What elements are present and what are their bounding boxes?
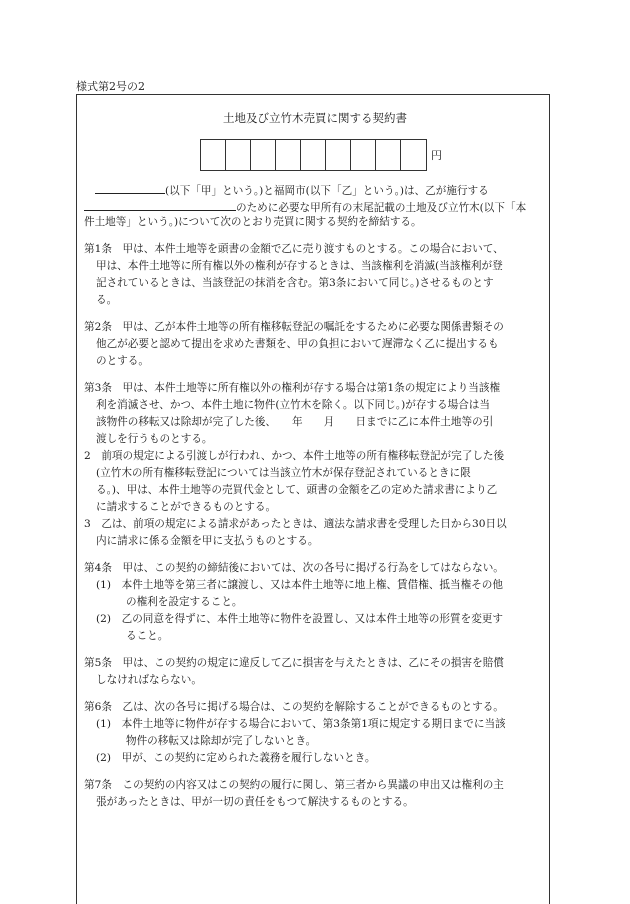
seller-name-blank[interactable] bbox=[95, 180, 165, 194]
article-6-item-1: (1) 本件土地等に物件が存する場合において、第3条第1項に規定する期日までに当該 bbox=[96, 718, 506, 730]
article-5-line: 第5条 甲は、この契約の規定に違反して乙に損害を与えたときは、乙にその損害を賠償 bbox=[84, 657, 504, 669]
article-1-line: 第1条 甲は、本件土地等を頭書の金額で乙に売り渡すものとする。この場合において、 bbox=[84, 243, 504, 255]
article-3-paragraph-2: (立竹木の所有権移転登記については当該立竹木が保存登記されているときに限 bbox=[96, 467, 471, 479]
amount-digit-boxes bbox=[200, 139, 427, 171]
form-number: 様式第2号の2 bbox=[76, 80, 145, 93]
amount-unit: 円 bbox=[431, 149, 442, 162]
article-5-line: しなければならない。 bbox=[96, 674, 202, 686]
article-7-line: 第7条 この契約の内容又はこの契約の履行に関し、第三者から異議の申出又は権利の主 bbox=[84, 779, 504, 791]
article-4-item-2: ること。 bbox=[126, 630, 169, 642]
article-1-line: 甲は、本件土地等に所有権以外の権利が存するときは、当該権利を消滅(当該権利が登 bbox=[96, 260, 503, 272]
article-2-line: 他乙が必要と認めて提出を求めた書類を、甲の負担において遅滞なく乙に提出するも bbox=[96, 338, 499, 350]
article-6-item-2: (2) 甲が、この契約に定められた義務を履行しないとき。 bbox=[96, 752, 376, 764]
amount-digit-cell[interactable] bbox=[276, 140, 301, 170]
article-4-line: 第4条 甲は、この契約の締結後においては、次の各号に掲げる行為をしてはならない。 bbox=[84, 562, 504, 574]
intro-line-2: のために必要な甲所有の末尾記載の土地及び立竹木(以下「本 bbox=[84, 197, 526, 217]
amount-digit-cell[interactable] bbox=[301, 140, 326, 170]
amount-digit-cell[interactable] bbox=[201, 140, 226, 170]
article-3-paragraph-3: 内に請求に係る金額を甲に支払うものとする。 bbox=[96, 535, 319, 547]
article-3-line: 該物件の移転又は除却が完了した後、 年 月 日までに乙に本件土地等の引 bbox=[96, 416, 494, 428]
project-name-blank[interactable] bbox=[84, 197, 236, 211]
article-2-line: 第2条 甲は、乙が本件土地等の所有権移転登記の嘱託をするために必要な関係書類その bbox=[84, 321, 504, 333]
intro-line-1: (以下「甲」という。)と福岡市(以下「乙」という。)は、乙が施行する bbox=[95, 180, 489, 200]
article-6-item-1: 物件の移転又は除却が完了しないとき。 bbox=[126, 735, 317, 747]
article-6-line: 第6条 乙は、次の各号に掲げる場合は、この契約を解除することができるものとする。 bbox=[84, 701, 504, 713]
amount-digit-cell[interactable] bbox=[376, 140, 401, 170]
article-2-line: のとする。 bbox=[96, 355, 149, 367]
intro-line-3: 件土地等」という。)について次のとおり売買に関する契約を締結する。 bbox=[84, 216, 422, 228]
article-3-line: 利を消滅させ、かつ、本件土地に物件(立竹木を除く。以下同じ。)が存する場合は当 bbox=[96, 399, 490, 411]
amount-digit-cell[interactable] bbox=[226, 140, 251, 170]
amount-digit-cell[interactable] bbox=[326, 140, 351, 170]
article-3-paragraph-2: に請求することができるものとする。 bbox=[96, 501, 277, 513]
article-1-line: 記されているときは、当該登記の抹消を含む。第3条において同じ。)させるものとす bbox=[96, 277, 494, 289]
article-3-paragraph-3: 3 乙は、前項の規定による請求があったときは、適法な請求書を受理した日から30日以 bbox=[84, 518, 507, 530]
article-3-line: 渡しを行うものとする。 bbox=[96, 433, 213, 445]
article-4-item-1: の権利を設定すること。 bbox=[126, 596, 243, 608]
article-4-item-2: (2) 乙の同意を得ずに、本件土地等に物件を設置し、又は本件土地等の形質を変更す bbox=[96, 613, 503, 625]
article-1-line: る。 bbox=[96, 294, 118, 306]
amount-digit-cell[interactable] bbox=[401, 140, 426, 170]
amount-digit-cell[interactable] bbox=[251, 140, 276, 170]
amount-field bbox=[200, 139, 442, 171]
article-3-line: 第3条 甲は、本件土地等に所有権以外の権利が存する場合は第1条の規定により当該権 bbox=[84, 382, 501, 394]
article-7-line: 張があったときは、甲が一切の責任をもつて解決するものとする。 bbox=[96, 796, 414, 808]
article-3-paragraph-2: る。)、甲は、本件土地等の売買代金として、頭書の金額を乙の定めた請求書により乙 bbox=[96, 484, 498, 496]
document-title: 土地及び立竹木売買に関する契約書 bbox=[223, 111, 407, 125]
article-4-item-1: (1) 本件土地等を第三者に譲渡し、又は本件土地等に地上権、賃借権、抵当権その他 bbox=[96, 579, 503, 591]
amount-digit-cell[interactable] bbox=[351, 140, 376, 170]
article-3-paragraph-2: 2 前項の規定による引渡しが行われ、かつ、本件土地等の所有権移転登記が完了した後 bbox=[84, 450, 505, 462]
